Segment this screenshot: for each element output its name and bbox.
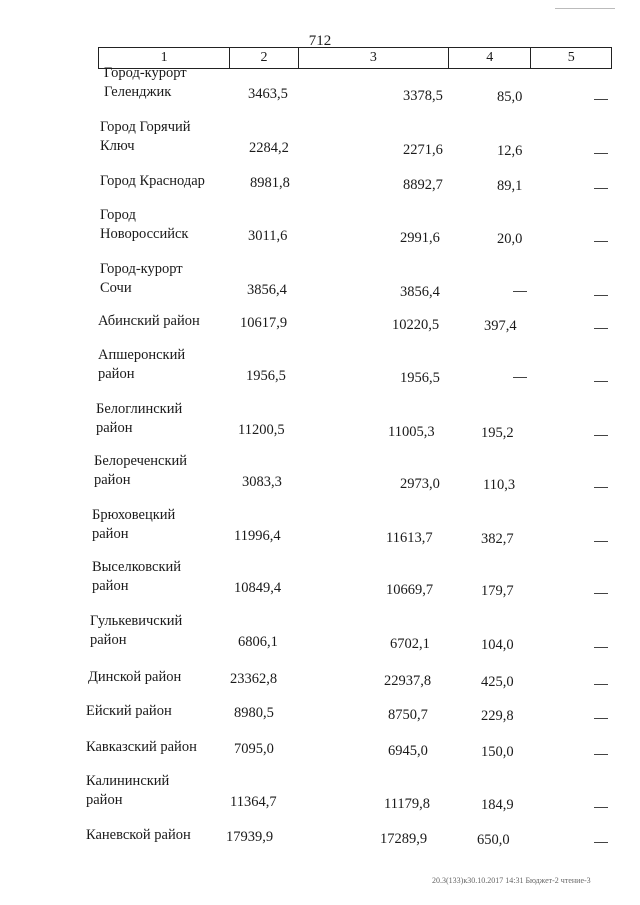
row-value-col3: 10220,5 xyxy=(392,317,440,333)
row-value-col5-dash xyxy=(594,381,608,382)
row-name-line: Сочи xyxy=(100,280,132,296)
page-number: 712 xyxy=(308,33,332,49)
row-name-line: Ключ xyxy=(100,138,135,154)
row-name-line: Кавказский район xyxy=(86,739,197,755)
row-value-col2: 17939,9 xyxy=(226,829,274,845)
row-value-col5-dash xyxy=(594,647,608,648)
row-value-col5-dash xyxy=(594,328,608,329)
row-name-line: район xyxy=(96,420,133,436)
row-value-col3: 2991,6 xyxy=(400,230,440,246)
row-value-col2: 3856,4 xyxy=(247,282,287,298)
row-value-col2: 8980,5 xyxy=(234,705,274,721)
row-value-col5-dash xyxy=(594,718,608,719)
row-name-line: Брюховецкий xyxy=(92,507,176,523)
row-value-col2: 10617,9 xyxy=(240,315,288,331)
row-value-col4: 650,0 xyxy=(477,832,510,848)
row-value-col4-dash xyxy=(513,291,527,292)
row-name-line: район xyxy=(94,472,131,488)
row-value-col3: 3378,5 xyxy=(403,88,443,104)
row-value-col2: 11996,4 xyxy=(234,528,281,544)
row-value-col4: 397,4 xyxy=(484,318,517,334)
row-name-line: Белоглинский xyxy=(96,401,183,417)
row-name-line: Апшеронский xyxy=(98,347,186,363)
row-name-line: Белореченский xyxy=(94,453,188,469)
row-name-line: район xyxy=(92,578,129,594)
row-name-line: Новороссийск xyxy=(100,226,189,242)
row-name-line: Город xyxy=(100,207,136,223)
row-value-col4: 425,0 xyxy=(481,674,514,690)
row-value-col4: 382,7 xyxy=(481,531,514,547)
row-name-line: Город Горячий xyxy=(100,119,191,135)
row-value-col2: 3463,5 xyxy=(248,86,288,102)
row-value-col3: 22937,8 xyxy=(384,673,432,689)
row-value-col5-dash xyxy=(594,842,608,843)
row-name-line: район xyxy=(90,632,127,648)
row-value-col3: 10669,7 xyxy=(386,582,434,598)
row-name-line: Динской район xyxy=(88,669,182,685)
column-number-3: 3 xyxy=(299,48,449,68)
row-value-col4: 229,8 xyxy=(481,708,514,724)
row-name-line: Город-курорт xyxy=(104,65,187,81)
column-number-2: 2 xyxy=(230,48,299,68)
row-value-col4: 104,0 xyxy=(481,637,514,653)
row-value-col3: 11613,7 xyxy=(386,530,433,546)
row-value-col4: 110,3 xyxy=(483,477,516,493)
row-value-col4: 195,2 xyxy=(481,425,514,441)
row-value-col5-dash xyxy=(594,541,608,542)
row-name-line: Калининский xyxy=(86,773,170,789)
row-value-col2: 23362,8 xyxy=(230,671,278,687)
row-name-line: Абинский район xyxy=(98,313,200,329)
row-value-col5-dash xyxy=(594,593,608,594)
row-name-line: Ейский район xyxy=(86,703,172,719)
row-name-line: район xyxy=(92,526,129,542)
row-value-col5-dash xyxy=(594,153,608,154)
row-value-col3: 6945,0 xyxy=(388,743,428,759)
row-value-col2: 2284,2 xyxy=(249,140,289,156)
row-name-line: Город Краснодар xyxy=(100,173,205,189)
row-value-col4: 179,7 xyxy=(481,583,514,599)
row-value-col5-dash xyxy=(594,435,608,436)
row-value-col2: 6806,1 xyxy=(238,634,278,650)
row-value-col3: 3856,4 xyxy=(400,284,440,300)
row-value-col3: 1956,5 xyxy=(400,370,440,386)
row-value-col3: 11005,3 xyxy=(388,424,435,440)
row-name-line: Каневской район xyxy=(86,827,191,843)
row-value-col3: 2271,6 xyxy=(403,142,443,158)
row-name-line: район xyxy=(86,792,123,808)
row-value-col3: 8750,7 xyxy=(388,707,428,723)
row-name-line: район xyxy=(98,366,135,382)
footer-stamp: 20.3(133)к30.10.2017 14:31 Бюджет-2 чтение-3 xyxy=(432,876,591,885)
row-value-col5-dash xyxy=(594,684,608,685)
row-value-col2: 10849,4 xyxy=(234,580,282,596)
row-value-col2: 11364,7 xyxy=(230,794,277,810)
row-value-col2: 1956,5 xyxy=(246,368,286,384)
row-value-col5-dash xyxy=(594,241,608,242)
row-value-col3: 6702,1 xyxy=(390,636,430,652)
column-number-1: 1 xyxy=(99,48,230,68)
row-value-col5-dash xyxy=(594,754,608,755)
row-value-col2: 3011,6 xyxy=(248,228,288,244)
row-value-col4: 184,9 xyxy=(481,797,514,813)
row-value-col2: 11200,5 xyxy=(238,422,285,438)
row-value-col4: 89,1 xyxy=(497,178,523,194)
row-value-col3: 8892,7 xyxy=(403,177,443,193)
row-value-col3: 17289,9 xyxy=(380,831,428,847)
row-value-col4: 12,6 xyxy=(497,143,523,159)
row-value-col2: 8981,8 xyxy=(250,175,290,191)
row-value-col5-dash xyxy=(594,295,608,296)
row-value-col2: 7095,0 xyxy=(234,741,274,757)
row-value-col2: 3083,3 xyxy=(242,474,282,490)
row-value-col4: 85,0 xyxy=(497,89,523,105)
row-value-col5-dash xyxy=(594,807,608,808)
row-name-line: Геленджик xyxy=(104,84,172,100)
row-value-col5-dash xyxy=(594,487,608,488)
row-value-col5-dash xyxy=(594,188,608,189)
row-value-col5-dash xyxy=(594,99,608,100)
row-value-col3: 2973,0 xyxy=(400,476,440,492)
row-name-line: Выселковский xyxy=(92,559,182,575)
row-value-col4: 20,0 xyxy=(497,231,523,247)
row-name-line: Гулькевичский xyxy=(90,613,183,629)
column-number-5: 5 xyxy=(567,50,575,65)
row-value-col3: 11179,8 xyxy=(384,796,431,812)
row-value-col4: 150,0 xyxy=(481,744,514,760)
column-number-4: 4 xyxy=(449,48,532,68)
row-name-line: Город-курорт xyxy=(100,261,183,277)
row-value-col4-dash xyxy=(513,377,527,378)
